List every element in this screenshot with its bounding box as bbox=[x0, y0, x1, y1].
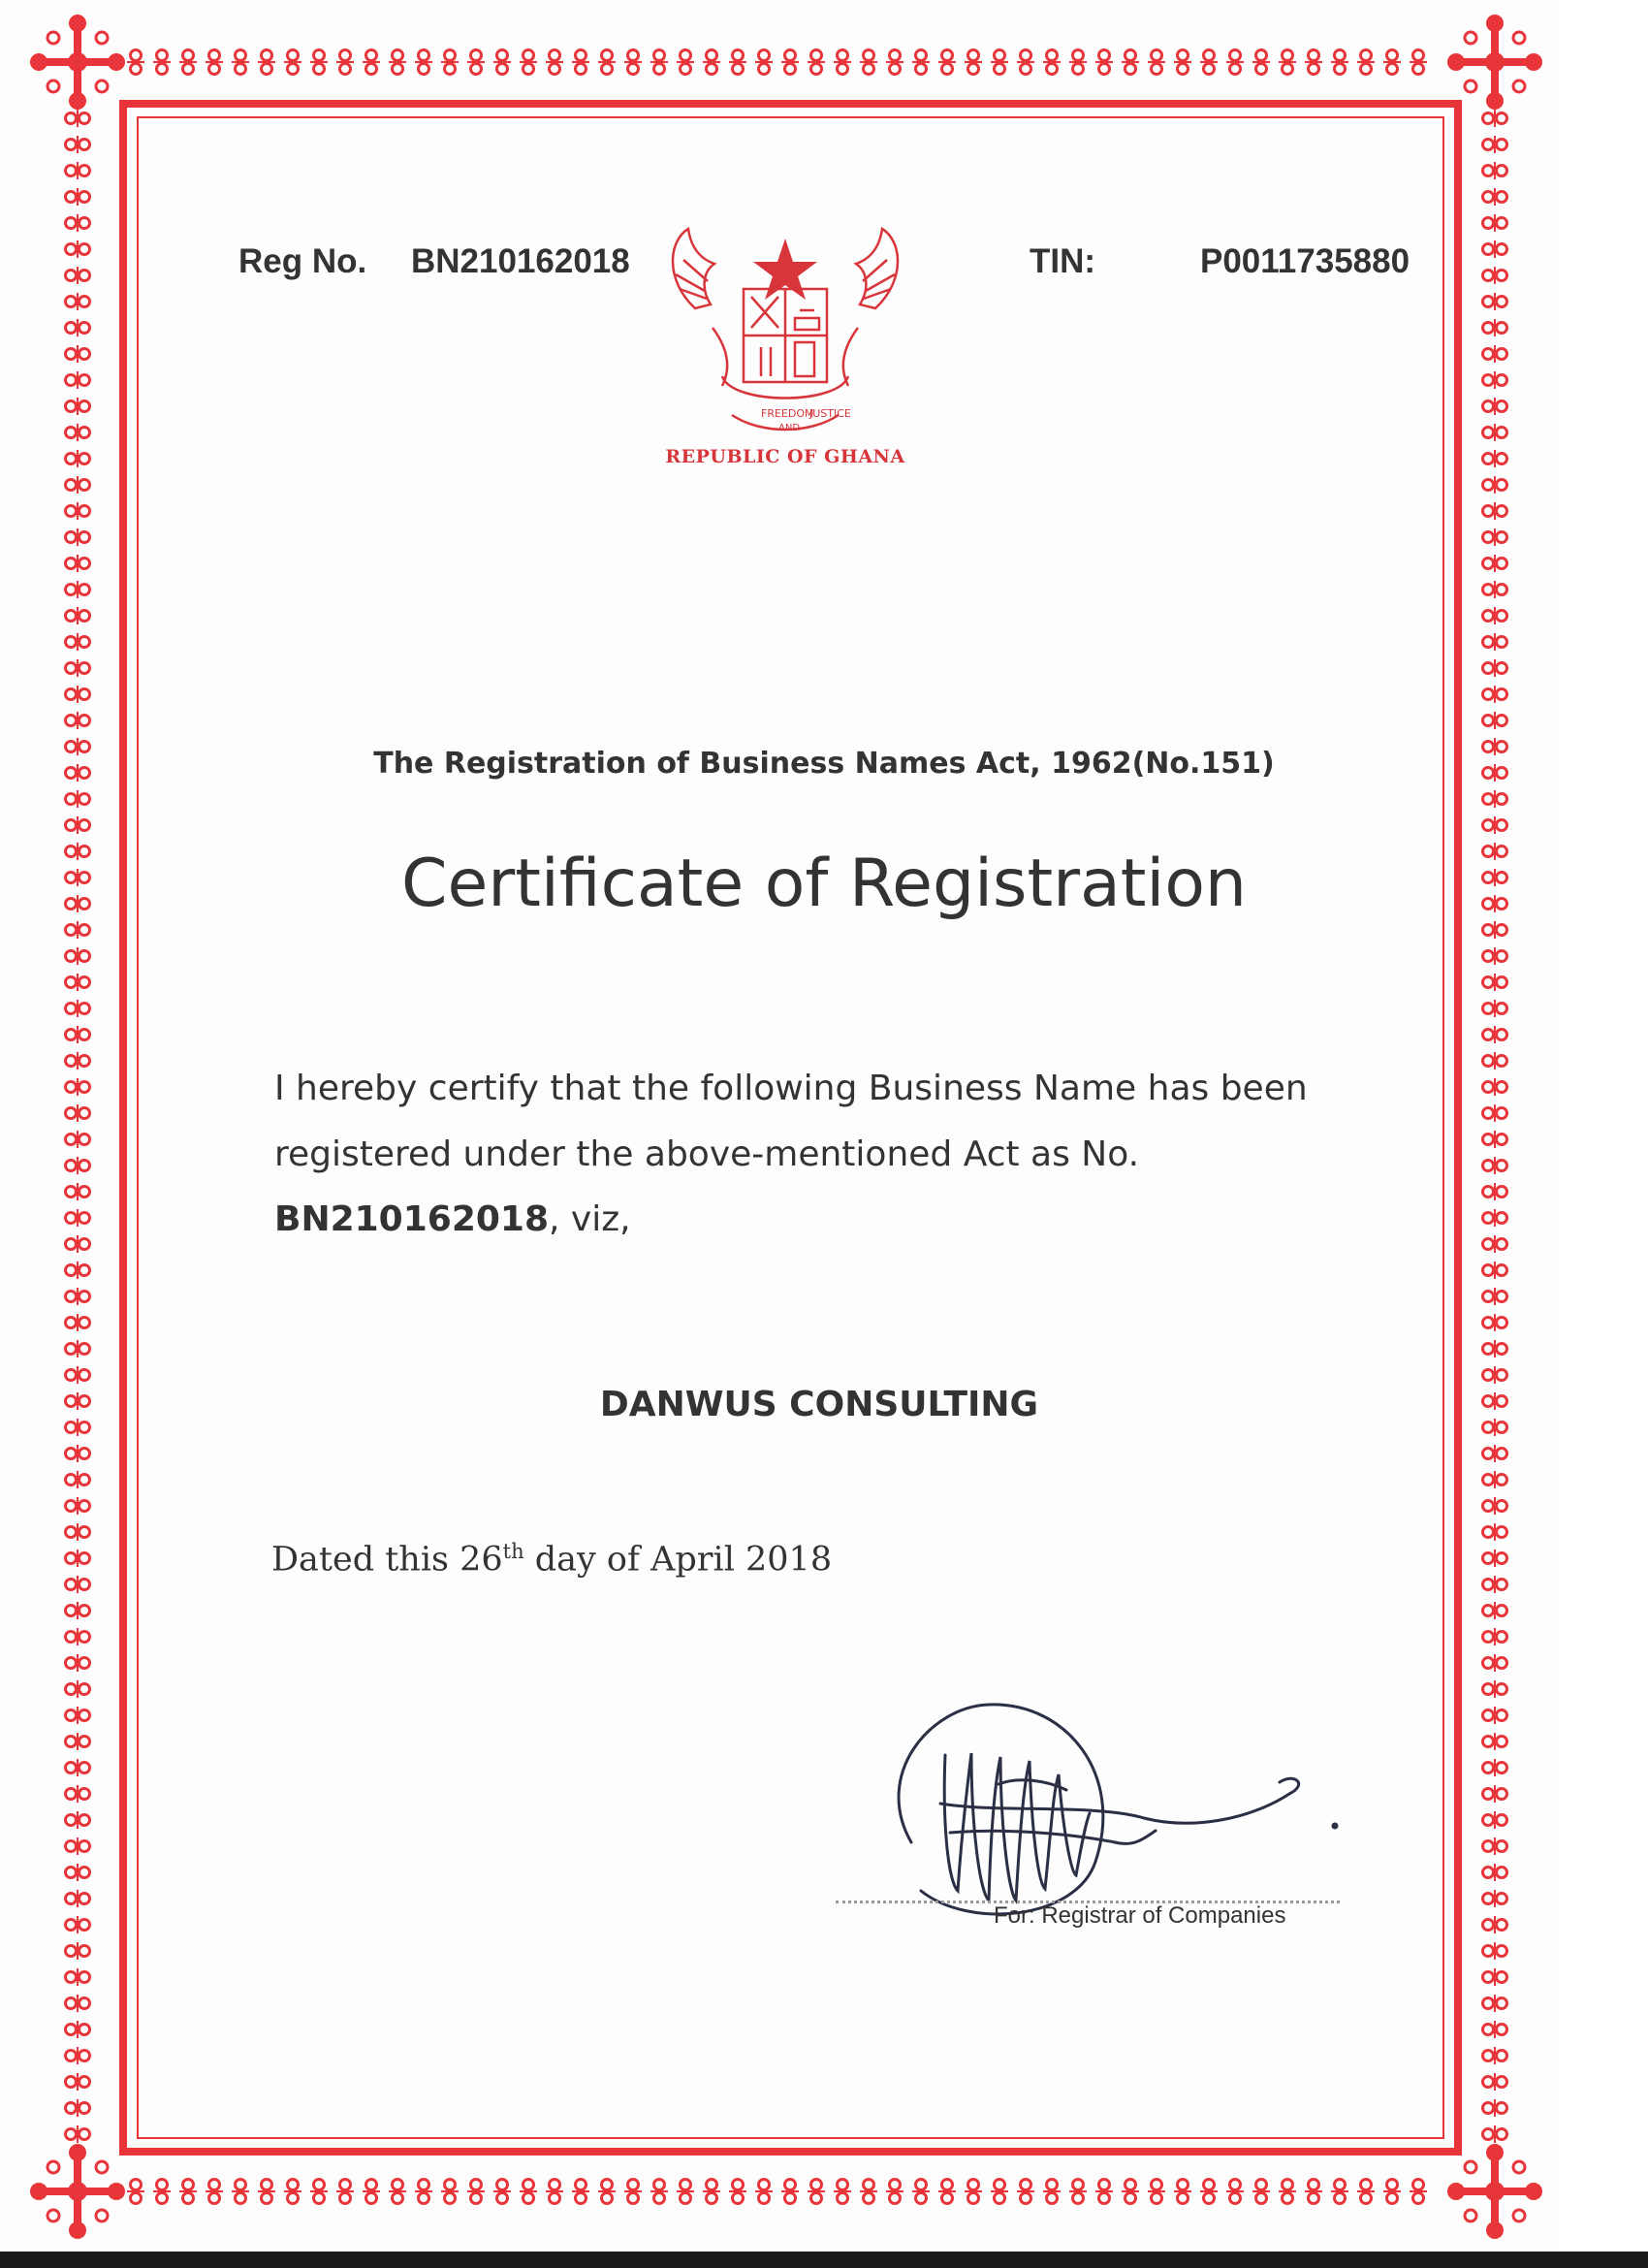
border-ornament bbox=[677, 50, 694, 75]
border-ornament bbox=[493, 50, 511, 75]
border-ornament bbox=[1483, 1995, 1507, 2012]
border-ornament bbox=[1483, 345, 1507, 363]
border-ornament bbox=[1483, 581, 1507, 598]
border-ornament bbox=[1483, 1890, 1507, 1907]
border-ornament bbox=[520, 50, 537, 75]
border-ornament bbox=[1483, 2047, 1507, 2064]
border-ornament bbox=[66, 502, 90, 520]
border-ornament bbox=[1483, 607, 1507, 624]
border-ornament bbox=[66, 1549, 90, 1567]
border-ornament bbox=[66, 1026, 90, 1043]
border-ornament bbox=[66, 1104, 90, 1122]
border-ornament bbox=[1483, 1131, 1507, 1148]
coat-of-arms-emblem bbox=[654, 221, 916, 454]
border-ornament bbox=[66, 1052, 90, 1070]
border-ornament bbox=[1483, 450, 1507, 467]
border-ornament bbox=[66, 240, 90, 258]
border-ornament bbox=[1483, 1602, 1507, 1619]
border-ornament bbox=[66, 267, 90, 284]
border-ornament bbox=[1483, 1864, 1507, 1881]
border-ornament bbox=[1200, 2180, 1218, 2204]
border-ornament bbox=[66, 1471, 90, 1488]
border-ornament bbox=[1483, 1942, 1507, 1960]
border-ornament bbox=[467, 50, 485, 75]
border-ornament bbox=[1483, 1366, 1507, 1384]
border-ornament bbox=[1043, 50, 1061, 75]
act-title: The Registration of Business Names Act, 1962(No.151) bbox=[373, 747, 1275, 781]
border-ornament bbox=[1483, 633, 1507, 651]
border-ornament bbox=[1483, 2021, 1507, 2038]
border-ornament bbox=[1252, 50, 1270, 75]
border-ornament bbox=[1226, 2180, 1244, 2204]
border-ornament bbox=[66, 974, 90, 991]
border-ornament bbox=[66, 2021, 90, 2038]
border-ornament bbox=[1279, 50, 1296, 75]
border-ornament bbox=[1483, 1183, 1507, 1200]
border-ornament bbox=[1483, 371, 1507, 389]
reg-no-value: BN210162018 bbox=[411, 242, 630, 280]
border-ornament bbox=[938, 50, 956, 75]
border-ornament bbox=[284, 2180, 301, 2204]
border-ornament bbox=[66, 1523, 90, 1541]
border-ornament bbox=[1483, 1471, 1507, 1488]
border-ornament bbox=[1226, 50, 1244, 75]
border-ornament bbox=[703, 50, 720, 75]
border-ornament bbox=[363, 2180, 380, 2204]
border-ornament bbox=[1383, 2180, 1401, 2204]
border-ornament bbox=[66, 1759, 90, 1776]
border-ornament bbox=[66, 1497, 90, 1515]
border-ornament bbox=[66, 188, 90, 206]
border-ornament bbox=[755, 50, 773, 75]
border-ornament bbox=[153, 2180, 171, 2204]
border-ornament bbox=[834, 2180, 851, 2204]
dated-suffix: day of April 2018 bbox=[523, 1540, 833, 1580]
border-ornament bbox=[66, 1183, 90, 1200]
border-ornament bbox=[66, 1314, 90, 1331]
border-ornament bbox=[363, 50, 380, 75]
border-ornament bbox=[1483, 686, 1507, 703]
border-ornament bbox=[834, 50, 851, 75]
border-ornament bbox=[66, 476, 90, 494]
border-ornament bbox=[1331, 50, 1348, 75]
border-ornament bbox=[650, 50, 668, 75]
border-ornament bbox=[493, 2180, 511, 2204]
border-ornament bbox=[1069, 50, 1087, 75]
border-ornament bbox=[572, 2180, 589, 2204]
border-ornament bbox=[66, 1157, 90, 1174]
border-ornament bbox=[1357, 2180, 1375, 2204]
border-ornament bbox=[1483, 1523, 1507, 1541]
border-ornament bbox=[1483, 921, 1507, 939]
border-top-ornaments bbox=[127, 50, 1427, 75]
border-ornament bbox=[66, 581, 90, 598]
border-ornament bbox=[1174, 2180, 1191, 2204]
border-ornament bbox=[284, 50, 301, 75]
border-ornament bbox=[66, 371, 90, 389]
border-ornament bbox=[1483, 424, 1507, 441]
border-ornament bbox=[66, 790, 90, 808]
certificate-title: Certificate of Registration bbox=[400, 846, 1248, 922]
border-ornament bbox=[1483, 214, 1507, 232]
border-ornament bbox=[1483, 1497, 1507, 1515]
border-ornament bbox=[66, 2073, 90, 2091]
border-ornament bbox=[66, 136, 90, 153]
border-ornament bbox=[1483, 1549, 1507, 1567]
border-ornament bbox=[66, 1576, 90, 1593]
border-ornament bbox=[66, 1235, 90, 1253]
border-ornament bbox=[991, 2180, 1008, 2204]
border-ornament bbox=[66, 1995, 90, 2012]
border-ornament bbox=[66, 686, 90, 703]
border-ornament bbox=[127, 2180, 144, 2204]
border-ornament bbox=[66, 712, 90, 729]
emblem-caption: REPUBLIC OF GHANA bbox=[665, 446, 905, 467]
border-ornament bbox=[1483, 1026, 1507, 1043]
border-ornament bbox=[1483, 816, 1507, 834]
body-line-2: registered under the above-mentioned Act as No. bbox=[274, 1134, 1140, 1174]
border-left-ornaments bbox=[66, 110, 90, 2143]
border-ornament bbox=[66, 1680, 90, 1698]
border-ornament bbox=[66, 214, 90, 232]
border-ornament bbox=[66, 1654, 90, 1672]
border-ornament bbox=[66, 1785, 90, 1803]
border-ornament bbox=[1410, 50, 1427, 75]
border-ornament bbox=[1122, 2180, 1139, 2204]
border-ornament bbox=[206, 2180, 223, 2204]
border-ornament bbox=[66, 2047, 90, 2064]
border-ornament bbox=[1483, 2099, 1507, 2117]
border-ornament bbox=[1483, 1104, 1507, 1122]
border-ornament bbox=[66, 2125, 90, 2143]
border-ornament bbox=[179, 2180, 197, 2204]
border-ornament bbox=[808, 50, 825, 75]
border-ornament bbox=[66, 450, 90, 467]
border-ornament bbox=[1483, 2125, 1507, 2143]
business-name: DANWUS CONSULTING bbox=[599, 1385, 1039, 1424]
border-ornament bbox=[1483, 1837, 1507, 1855]
border-ornament bbox=[1483, 1916, 1507, 1933]
reg-no-label: Reg No. bbox=[238, 242, 367, 280]
border-ornament bbox=[1069, 2180, 1087, 2204]
body-line-3 bbox=[274, 1199, 631, 1239]
border-ornament bbox=[1483, 974, 1507, 991]
border-right-ornaments bbox=[1483, 110, 1507, 2143]
tin-label: TIN: bbox=[1030, 242, 1096, 280]
border-ornament bbox=[441, 50, 459, 75]
border-ornament bbox=[1483, 1576, 1507, 1593]
border-ornament bbox=[1483, 1340, 1507, 1358]
border-ornament bbox=[1483, 947, 1507, 965]
border-ornament bbox=[66, 319, 90, 336]
body-suffix: , viz, bbox=[549, 1199, 631, 1239]
border-ornament bbox=[66, 607, 90, 624]
border-ornament bbox=[66, 1445, 90, 1462]
border-ornament bbox=[860, 50, 877, 75]
border-ornament bbox=[755, 2180, 773, 2204]
border-ornament bbox=[66, 1811, 90, 1829]
border-ornament bbox=[1483, 267, 1507, 284]
border-ornament bbox=[310, 2180, 328, 2204]
border-ornament bbox=[1483, 162, 1507, 179]
border-ornament bbox=[1483, 1628, 1507, 1645]
border-ornament bbox=[886, 2180, 903, 2204]
border-ornament bbox=[1483, 1078, 1507, 1096]
border-ornament bbox=[66, 345, 90, 363]
border-ornament bbox=[1483, 712, 1507, 729]
border-ornament bbox=[66, 424, 90, 441]
border-ornament bbox=[66, 1340, 90, 1358]
border-ornament bbox=[1483, 1157, 1507, 1174]
border-ornament bbox=[66, 1707, 90, 1724]
border-ornament bbox=[1383, 50, 1401, 75]
border-ornament bbox=[66, 528, 90, 546]
border-ornament bbox=[206, 50, 223, 75]
border-ornament bbox=[598, 50, 616, 75]
border-bottom-ornaments bbox=[127, 2180, 1427, 2204]
emblem-motto-left: FREEDOM bbox=[761, 407, 814, 420]
border-ornament bbox=[66, 1837, 90, 1855]
border-ornament bbox=[1148, 50, 1165, 75]
border-ornament bbox=[1483, 398, 1507, 415]
border-ornament bbox=[66, 1628, 90, 1645]
border-ornament bbox=[66, 293, 90, 310]
border-ornament bbox=[179, 50, 197, 75]
border-ornament bbox=[66, 1000, 90, 1017]
border-ornament bbox=[310, 50, 328, 75]
border-ornament bbox=[1200, 50, 1218, 75]
border-ornament bbox=[1483, 1209, 1507, 1227]
emblem-motto-center: AND bbox=[778, 423, 801, 433]
border-ornament bbox=[546, 2180, 563, 2204]
border-ornament bbox=[66, 1366, 90, 1384]
border-ornament bbox=[66, 633, 90, 651]
border-ornament bbox=[1483, 293, 1507, 310]
border-ornament bbox=[1483, 1262, 1507, 1279]
border-ornament bbox=[66, 110, 90, 127]
border-ornament bbox=[1483, 1000, 1507, 1017]
border-ornament bbox=[66, 921, 90, 939]
border-ornament bbox=[441, 2180, 459, 2204]
border-ornament bbox=[232, 50, 249, 75]
border-ornament bbox=[624, 50, 642, 75]
border-ornament bbox=[938, 2180, 956, 2204]
border-ornament bbox=[650, 2180, 668, 2204]
border-ornament bbox=[66, 2099, 90, 2117]
border-ornament bbox=[1148, 2180, 1165, 2204]
border-ornament bbox=[66, 555, 90, 572]
border-ornament bbox=[1017, 50, 1034, 75]
border-ornament bbox=[1483, 188, 1507, 206]
border-ornament bbox=[912, 2180, 930, 2204]
dated-line bbox=[271, 1540, 832, 1580]
border-ornament bbox=[1483, 1445, 1507, 1462]
border-ornament bbox=[1483, 659, 1507, 677]
border-ornament bbox=[729, 50, 746, 75]
border-ornament bbox=[66, 398, 90, 415]
border-ornament bbox=[1483, 1235, 1507, 1253]
border-ornament bbox=[1095, 2180, 1113, 2204]
border-ornament bbox=[336, 2180, 354, 2204]
border-ornament bbox=[66, 947, 90, 965]
emblem-motto-right: JUSTICE bbox=[809, 407, 851, 420]
border-ornament bbox=[572, 50, 589, 75]
border-ornament bbox=[66, 1890, 90, 1907]
signature-caption: For: Registrar of Companies bbox=[994, 1902, 1286, 1929]
border-ornament bbox=[66, 1733, 90, 1750]
border-ornament bbox=[66, 1288, 90, 1305]
tin-value: P0011735880 bbox=[1200, 242, 1410, 280]
border-ornament bbox=[991, 50, 1008, 75]
border-ornament bbox=[1483, 1052, 1507, 1070]
dated-prefix: Dated this 26 bbox=[271, 1540, 503, 1580]
border-ornament bbox=[965, 50, 982, 75]
border-ornament bbox=[1483, 502, 1507, 520]
border-ornament bbox=[66, 816, 90, 834]
border-ornament bbox=[66, 1262, 90, 1279]
body-line-1: I hereby certify that the following Business Name has been bbox=[274, 1069, 1308, 1108]
dated-ordinal: th bbox=[502, 1540, 524, 1563]
border-ornament bbox=[389, 50, 406, 75]
border-ornament bbox=[415, 50, 432, 75]
border-ornament bbox=[1483, 1785, 1507, 1803]
border-ornament bbox=[258, 2180, 275, 2204]
border-ornament bbox=[729, 2180, 746, 2204]
border-ornament bbox=[1483, 528, 1507, 546]
border-ornament bbox=[1483, 1288, 1507, 1305]
border-ornament bbox=[1483, 319, 1507, 336]
border-ornament bbox=[153, 50, 171, 75]
border-ornament bbox=[66, 1942, 90, 1960]
border-ornament bbox=[520, 2180, 537, 2204]
border-ornament bbox=[546, 50, 563, 75]
border-ornament bbox=[66, 1968, 90, 1986]
border-ornament bbox=[1483, 240, 1507, 258]
border-ornament bbox=[1174, 50, 1191, 75]
border-ornament bbox=[1483, 476, 1507, 494]
border-ornament bbox=[781, 2180, 799, 2204]
border-ornament bbox=[127, 50, 144, 75]
border-ornament bbox=[1483, 1811, 1507, 1829]
border-ornament bbox=[1483, 1680, 1507, 1698]
border-ornament bbox=[1279, 2180, 1296, 2204]
border-ornament bbox=[1410, 2180, 1427, 2204]
border-ornament bbox=[1357, 50, 1375, 75]
border-ornament bbox=[677, 2180, 694, 2204]
border-ornament bbox=[66, 1209, 90, 1227]
border-ornament bbox=[66, 1602, 90, 1619]
border-ornament bbox=[1483, 1733, 1507, 1750]
border-ornament bbox=[1483, 1759, 1507, 1776]
border-ornament bbox=[389, 2180, 406, 2204]
border-ornament bbox=[1483, 1968, 1507, 1986]
border-ornament bbox=[66, 1864, 90, 1881]
border-ornament bbox=[1483, 2073, 1507, 2091]
border-ornament bbox=[1483, 1314, 1507, 1331]
border-ornament bbox=[965, 2180, 982, 2204]
border-ornament bbox=[66, 1131, 90, 1148]
border-ornament bbox=[415, 2180, 432, 2204]
border-ornament bbox=[808, 2180, 825, 2204]
border-ornament bbox=[66, 1078, 90, 1096]
border-ornament bbox=[1483, 555, 1507, 572]
border-ornament bbox=[598, 2180, 616, 2204]
border-ornament bbox=[1483, 136, 1507, 153]
border-ornament bbox=[1095, 50, 1113, 75]
border-ornament bbox=[1122, 50, 1139, 75]
border-ornament bbox=[258, 50, 275, 75]
border-ornament bbox=[66, 162, 90, 179]
border-ornament bbox=[66, 1916, 90, 1933]
border-ornament bbox=[886, 50, 903, 75]
border-ornament bbox=[336, 50, 354, 75]
border-ornament bbox=[912, 50, 930, 75]
border-ornament bbox=[624, 2180, 642, 2204]
border-ornament bbox=[1483, 1707, 1507, 1724]
border-ornament bbox=[1305, 50, 1322, 75]
border-ornament bbox=[1331, 2180, 1348, 2204]
border-ornament bbox=[1252, 2180, 1270, 2204]
border-ornament bbox=[232, 2180, 249, 2204]
border-ornament bbox=[1043, 2180, 1061, 2204]
border-ornament bbox=[467, 2180, 485, 2204]
registration-number: BN210162018 bbox=[274, 1199, 550, 1239]
border-ornament bbox=[703, 2180, 720, 2204]
border-ornament bbox=[1483, 790, 1507, 808]
border-ornament bbox=[781, 50, 799, 75]
border-ornament bbox=[1483, 1654, 1507, 1672]
border-ornament bbox=[66, 659, 90, 677]
border-ornament bbox=[860, 2180, 877, 2204]
border-ornament bbox=[1017, 2180, 1034, 2204]
border-ornament bbox=[1305, 2180, 1322, 2204]
border-ornament bbox=[1483, 110, 1507, 127]
